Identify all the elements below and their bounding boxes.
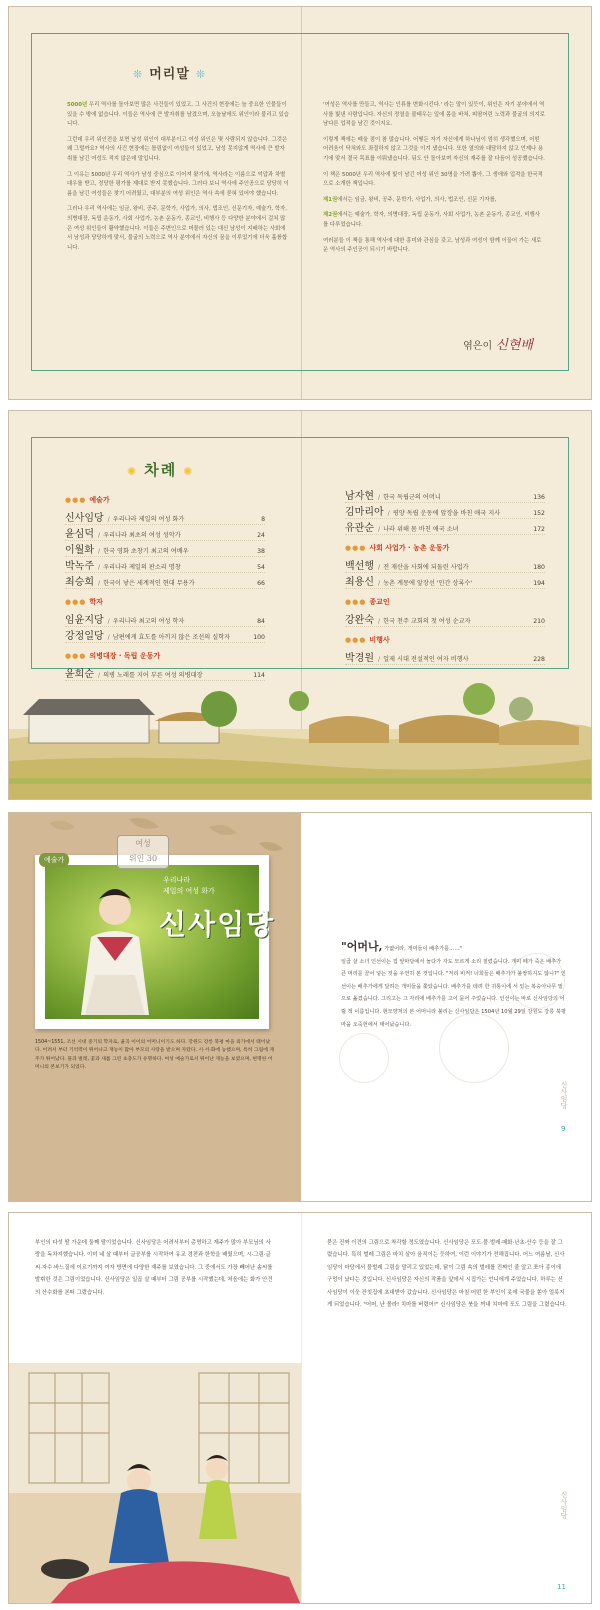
village-illustration [9, 669, 592, 800]
slash-divider: / [377, 656, 381, 663]
toc-entry[interactable] [65, 541, 265, 557]
toc-category [345, 635, 545, 645]
slash-divider: / [107, 634, 110, 641]
toc-spread [8, 410, 592, 800]
toc-category [345, 597, 545, 607]
subtitle-line-2: 제일의 여성 화가 [163, 887, 215, 895]
preface-paragraph [67, 101, 289, 130]
toc-entry-name: 김마리아 [345, 507, 384, 518]
toc-entry-name: 윤희순 [65, 669, 94, 680]
toc-entry[interactable] [345, 503, 545, 519]
toc-category [65, 651, 265, 661]
toc-entry-page: 172 [533, 526, 545, 533]
slash-divider: / [97, 672, 101, 679]
toc-category-label: 의병대장 · 독립 운동가 [89, 652, 161, 660]
toc-entry-desc: 우리나라 최고의 여성 학자 [112, 618, 185, 625]
toc-entry[interactable] [345, 649, 545, 665]
painting-scene-illustration [9, 1363, 301, 1604]
subtitle-line-1: 우리나라 [163, 876, 191, 884]
paragraph-text: 에서는 임금, 왕비, 공주, 문학가, 사업가, 의사, 법조인, 신문 기자를, [337, 196, 497, 203]
preface-title [127, 63, 212, 82]
toc-entry-desc: 한국이 낳은 세계적인 현대 무용가 [103, 580, 195, 587]
toc-title [121, 459, 200, 480]
toc-category [65, 495, 265, 505]
toc-entry-name: 신사임당 [65, 513, 104, 524]
chapter-story [341, 941, 567, 1031]
toc-entry-page: 194 [533, 580, 545, 587]
chapter-spread [8, 812, 592, 1202]
toc-right-column [345, 487, 545, 665]
paragraph-text: '여성은 역사를 만들고, 역사는 인류를 변화시킨다.' 라는 말이 있듯이, 위인은 자기 분야에서 역사를 빛낸 사람입니다. 자신의 정열을 불태우는 일에 몸을 바쳐, 피땀어린 노력과 불굴의 의지로 남다른 업적을 남긴 것이지요. [323, 102, 545, 128]
toc-entry[interactable] [65, 509, 265, 525]
toc-entry-desc: 평양 독립 운동에 앞장을 바친 애국 지사 [392, 510, 501, 517]
toc-entry-name: 박경원 [345, 653, 374, 664]
right-page-text: 묻은 진짜 이견의 그림으로 착각할 정도였습니다. 신사임당은 포도·풀·벌레·매화·난초·산수 등을 잘 그렸습니다. 특히 벌레 그림은 마치 살아 움직이는 듯하여, 이런 이야기가 전해집니다. 어느 여름날, 신사임당이 마당에서 풀벌레 그림을 말리고 있었는데, 닭이 그림 속의 벌레를 진짜인 줄 알고 쪼아 종이에 구멍이 났다는 것입니다. 신사임당은 자신의 작품을 앞에서 시집가는 언니에게 주었습니다. 하루는 신사임당이 이웃 잔칫집에 초대받아 갔습니다. 신사임당은 마침 어떤 한 부인이 옷에 국물을 쏟아 얼룩지게 되었습니다. "어머, 난 몰라! 치마를 버렸어!" 신사임당은 붓을 꺼내 치마에 포도 그림을 그렸습니다. [327, 1240, 567, 1309]
chapter-name: 신사임당 [159, 908, 276, 941]
toc-category-label: 비행사 [369, 636, 390, 644]
preface-right-column [323, 101, 545, 262]
slash-divider: / [107, 516, 110, 523]
toc-entry-desc: 우리나라 제일의 판소리 명창 [103, 564, 181, 571]
paragraph-text: 우리 역사를 돌아보면 많은 사건들이 있었고, 그 사건의 현장에는 늘 중요한 인물들이 있을 수 밖에 없습니다. 이들은 역사에 큰 발자취를 남겼으며, 오늘날에도 위인이라 불리고 있습니다. [67, 102, 289, 128]
slash-divider: / [377, 580, 381, 587]
highlight-lead: 5000년 [67, 102, 88, 108]
toc-entry[interactable] [65, 557, 265, 573]
paragraph-text: 그러나 우리 역사에는 임금, 왕비, 공주, 문학가, 사업가, 의사, 법조인, 신문기자, 예술가, 학자, 의병대장, 독립 운동가, 사회 사업가, 농촌 운동가, 종교인, 비행사 등 다양한 분야에서 걸쳐 많은 여성 위인들이 활약했습니다. 이들은 주변인으로 머물러 있는 대신 남성이 지배하는 사회에서 남성과 당당하게 맞서, 불굴의 노력으로 역사 분야에서 자신의 꿈을 이루었기에 더욱 훌륭합니다. [67, 206, 288, 251]
chapter-subtitle [163, 875, 215, 897]
story-lead: "어머나, [341, 940, 383, 953]
running-title: 신사임당 [560, 1081, 568, 1109]
toc-entry-page: 66 [257, 580, 265, 587]
toc-entry-name: 백선행 [345, 561, 374, 572]
preface-left-column [67, 101, 289, 259]
gutter [301, 1213, 302, 1603]
preface-paragraph [67, 171, 289, 200]
bullet-dots-icon: ●●● [65, 598, 87, 606]
toc-entry-page: 136 [533, 494, 545, 501]
toc-entry-page: 210 [533, 618, 545, 625]
toc-entry-page: 152 [533, 510, 545, 517]
toc-entry-page: 84 [257, 618, 265, 625]
toc-entry-name: 이월화 [65, 545, 94, 556]
chapter-bio: 1504~1551, 조선 시대 중기의 학자로, 율곡 이이의 어머니이기도 하다. 강원도 강릉 북평 마을 외가에서 태어났다. 어려서 부터 기억력이 뛰어나고 재능이 많아 부모의 사랑을 받으며 자랐다. 시·서·화에 능했으며, 특히 그림에 재주가 뛰어났다. 풀과 벌레, 꽃과 새를 그린 초충도가 유명하다. 여성 예술가로서 뛰어난 재능을 보였으며, 현명한 어머니의 본보기가 되었다. [35, 1040, 275, 1071]
toc-entry-name: 최승희 [65, 577, 94, 588]
slash-divider: / [377, 618, 381, 625]
toc-entry[interactable] [65, 611, 265, 627]
category-tag-label: 예술가 [44, 856, 65, 864]
toc-entry-name: 박녹주 [65, 561, 94, 572]
toc-entry-desc: 남편에게 효도를 아끼지 않은 조선의 실학자 [112, 634, 231, 641]
page-number: 11 [557, 1583, 566, 1591]
signature-name: 신현배 [495, 338, 533, 353]
story-lead-rest: 가엾어라, 개미들이 배추가를……" [382, 946, 462, 952]
paragraph-text: 그 이유는 5000년 우리 역사가 남성 중심으로 이어져 왔기에, 역사라는 이름으로 억압과 차별 대우를 받고, 정당한 평가를 제대로 받지 못했습니다. 그러다 보니 역사에 주인공으로 당당히 이름을 남긴 여성들은 찾기 어려웠고, 대부분의 여성 위인은 역사 속에 묻혀 있어야 했습니다. [67, 171, 289, 197]
running-title: 신사임당 [560, 1491, 568, 1519]
toc-entry-name: 유관순 [345, 523, 374, 534]
preface-paragraph [323, 136, 545, 165]
toc-entry-name: 남자현 [345, 491, 374, 502]
toc-entry-desc: 우리나라 제일의 여성 화가 [112, 516, 185, 523]
slash-divider: / [377, 494, 381, 501]
toc-entry-page: 114 [253, 672, 265, 679]
toc-category [345, 543, 545, 553]
toc-entry[interactable] [65, 573, 265, 589]
preface-paragraph [323, 101, 545, 130]
stamp-bottom: 위인 30 [128, 854, 158, 863]
bullet-dots-icon: ●●● [345, 544, 367, 552]
story-spread [8, 1212, 592, 1604]
toc-entry[interactable] [65, 525, 265, 541]
paragraph-text: 여러분들 이 책을 통해 역사에 대한 흥미와 관심을 갖고, 남성과 여성이 함께 이끌어 가는 새로운 역사의 주인공이 되시기 바랍니다. [323, 237, 542, 254]
slash-divider: / [377, 564, 381, 571]
toc-entry-desc: 일제 시대 전설적인 여자 비행사 [383, 656, 469, 663]
paragraph-text: 에서는 예술가, 학자, 의병대장, 독립 운동가, 사회 사업가, 농촌 운동가, 종교인, 비행사를 다루었습니다. [323, 212, 540, 228]
toc-entry-desc: 나라 위해 몸 바친 애국 소녀 [383, 526, 459, 533]
toc-entry-desc: 한국 독립군의 어머니 [383, 494, 441, 501]
slash-divider: / [97, 564, 101, 571]
toc-entry-name: 강완숙 [345, 615, 374, 626]
preface-paragraph [67, 136, 289, 165]
toc-entry-page: 38 [257, 548, 265, 555]
series-stamp [117, 835, 169, 869]
toc-entry-desc: 전 재산을 사회에 되돌린 사업가 [383, 564, 469, 571]
slash-divider: / [97, 532, 101, 539]
preface-paragraph [67, 205, 289, 253]
preface-spread [8, 6, 592, 400]
story-body: 일곱 살 소녀 인선이는 집 앞마당에서 놀다가 자도 모르게 소리 질렀습니다. 개미 떼가 죽은 배추가 큰 머리를 끌어 넣는 것을 우연히 본 것입니다. "저리 비켜! 너희들은 배추가가 불쌍하지도 않니?" 인선이는 배추가에게 달려든 개미들을 쫓았습니다. 배추가를 데려 한 귀퉁이에 서 있는 복숭아나무 밑으로 옮겼습니다. 그리고는 그 자리에 배추가를 고이 묻어 주었습니다. 인선이는 바로 신사임당의 어릴 적 이름입니다. 현모양처의 본 어머니라 불리는 신사임당은 1504년 10월 29일 강원도 강릉 북평 마을 오죽헌에서 태어났습니다. [341, 958, 566, 1028]
toc-entry-name: 강정일당 [65, 631, 104, 642]
toc-entry-page: 180 [533, 564, 545, 571]
slash-divider: / [107, 618, 110, 625]
toc-entry[interactable] [345, 611, 545, 627]
toc-entry-page: 24 [257, 532, 265, 539]
paragraph-text: 그런데 우리 위인전을 보면 남성 위인이 대부분이고 여성 위인은 몇 사람되지 않습니다. 그것은 왜 그럴까요? 역사의 사건 현장에는 틀림없이 여성들이 있었고, 남성 못지않게 역사에 큰 발자취를 남긴 여성도 적지 않은데 말입니다. [67, 136, 288, 162]
toc-title-text: 차례 [144, 461, 178, 479]
toc-entry-name: 임윤지당 [65, 615, 104, 626]
stamp-top: 여성 [135, 839, 151, 848]
sun-icon: ✺ [127, 465, 139, 478]
preface-paragraph [323, 196, 545, 206]
toc-left-column [65, 487, 265, 681]
toc-entry-page: 8 [261, 516, 265, 523]
toc-entry[interactable] [345, 487, 545, 503]
toc-entry-desc: 농촌 계몽에 앞장선 '인간 상록수' [383, 580, 473, 587]
toc-entry-desc: 의병 노래를 지어 부른 여성 의병대장 [103, 672, 203, 679]
toc-entry-page: 54 [257, 564, 265, 571]
bullet-dots-icon: ●●● [345, 636, 367, 644]
toc-entry-name: 최용신 [345, 577, 374, 588]
signature [463, 334, 533, 353]
highlight-lead: 제1권 [323, 196, 338, 203]
preface-paragraph [323, 171, 545, 190]
slash-divider: / [387, 510, 390, 517]
toc-entry[interactable] [345, 557, 545, 573]
toc-category-label: 종교인 [369, 598, 390, 606]
slash-divider: / [97, 548, 101, 555]
toc-entry-desc: 한국 영화 초창기 최고의 여배우 [103, 548, 189, 555]
bullet-dots-icon: ●●● [345, 598, 367, 606]
paragraph-text: 이렇게 책에는 배울 점이 참 많습니다. 어떻든 자기 자신에게 하나님이 엄히 생각했으며, 어떤 어려움이 닥쳐와도 좌절하지 않고 그것을 이겨 냈습니다. 또한 열의와 대담하지 않고 언제나 용기에 맞서 결국 목표를 이뤄냈습니다. 뒤도 안 돌아보며 자신의 재주를 잘 다듬어 성공했습니다. [323, 136, 545, 162]
bullet-dots-icon: ●●● [65, 652, 87, 660]
signature-prefix: 엮은이 [463, 341, 493, 352]
toc-entry-desc: 우리나라 최초의 여성 성악가 [103, 532, 181, 539]
left-page-text: 부인의 다섯 딸 가운데 둘째 딸이었습니다. 신사임당은 어려서부터 총명하고 재주가 많아 부모님의 사랑을 독차지했습니다. 이미 네 살 때부터 글공부를 시작하여 유교 경전과 한학을 배웠으며, 시·그림·글씨·자수·바느질에 이르기까지 여자 방면에 다양한 재주를 보였습니다. 그 중에서도 가장 빼어난 솜씨를 발휘한 것은 그림이었습니다. 신사임당은 일곱 살 때부터 그림 공부를 시작했는데, 처음에는 화가 안견의 산수화를 본떠 그렸습니다. [35, 1240, 273, 1296]
toc-category-label: 예술가 [89, 496, 110, 504]
toc-category-label: 사회 사업가 · 농촌 운동가 [369, 544, 450, 552]
toc-category [65, 597, 265, 607]
bullet-dots-icon: ●●● [65, 496, 87, 504]
snowflake-icon: ❊ [195, 68, 207, 81]
preface-paragraph [323, 211, 545, 230]
toc-entry-page: 228 [533, 656, 545, 663]
snowflake-icon: ❊ [133, 68, 144, 81]
category-tag [39, 853, 69, 867]
highlight-lead: 제2권 [323, 212, 338, 219]
toc-entry-name: 윤심덕 [65, 529, 94, 540]
slash-divider: / [97, 580, 101, 587]
sun-icon: ✺ [183, 465, 195, 478]
toc-entry[interactable] [345, 573, 545, 589]
toc-entry[interactable] [65, 627, 265, 643]
preface-paragraph [323, 237, 545, 256]
paragraph-text: 이 책은 5000년 우리 역사에 빛이 남긴 여성 위인 30명을 가려 뽑아, 그 생애와 업적을 한국적으로 소개한 책입니다. [323, 171, 543, 188]
toc-category-label: 학자 [89, 598, 103, 606]
page-number: 9 [561, 1125, 566, 1133]
preface-title-text: 머리말 [149, 67, 190, 82]
slash-divider: / [377, 526, 381, 533]
toc-entry[interactable] [345, 519, 545, 535]
flower-watermark [339, 1033, 389, 1083]
toc-entry-page: 100 [253, 634, 265, 641]
toc-entry-desc: 한국 천주 교회의 첫 여성 순교자 [383, 618, 471, 625]
